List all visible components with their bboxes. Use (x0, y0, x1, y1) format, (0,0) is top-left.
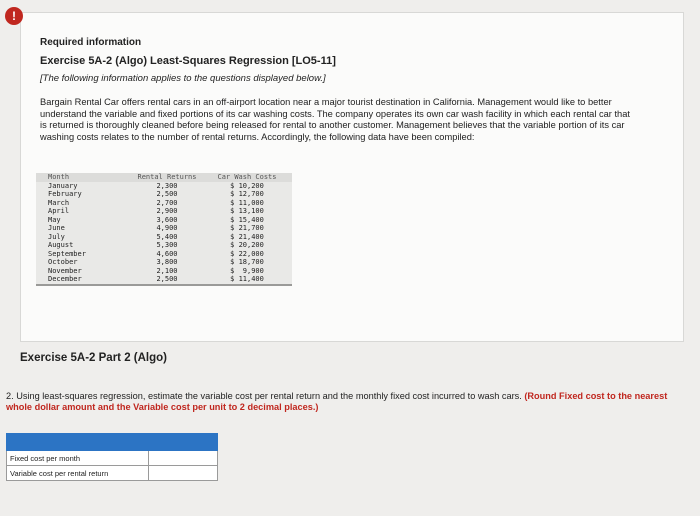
problem-description: Bargain Rental Car offers rental cars in an off-airport location near a major tourist destination in California. Management would like to better understand the variable and fixed portions of its car washing costs. The company operates its own car wash facility in which each rental car that is returned is thoroughly cleaned before being released for rental to another customer. Management believes that the variable portion of its car washing costs relates to the number of rental returns. Accordingly, the following data have been compiled: (40, 97, 630, 142)
month-cell: November (48, 266, 82, 275)
data-table-row (36, 216, 292, 225)
variable-cost-input[interactable] (149, 466, 218, 481)
month-cell: February (48, 190, 82, 198)
fixed-cost-label: Fixed cost per month (7, 451, 149, 466)
question-text: 2. Using least-squares regression, estimate the variable cost per rental return and the monthly fixed cost incurred to wash cars. (6, 391, 522, 401)
car-wash-costs-cell: $ 9,900 (230, 266, 264, 275)
car-wash-costs-cell: $ 22,000 (230, 249, 264, 258)
month-cell: April (48, 207, 70, 215)
exercise-title: Exercise 5A-2 (Algo) Least-Squares Regression [LO5-11] (40, 55, 336, 67)
rental-returns-cell: 3,600 (156, 215, 178, 224)
month-cell: August (48, 241, 74, 249)
data-table-row (36, 182, 292, 191)
info-note: [The following information applies to the questions displayed below.] (40, 73, 326, 84)
month-cell: September (48, 249, 86, 258)
rental-returns-cell: 2,100 (156, 266, 178, 275)
month-cell: May (48, 215, 61, 224)
answer-row-variable-cost (7, 466, 218, 481)
data-table-row (36, 233, 292, 242)
car-wash-costs-cell: $ 15,400 (230, 215, 264, 224)
rental-returns-cell: 2,500 (156, 190, 178, 198)
answer-header-cell (149, 434, 218, 451)
car-wash-costs-cell: $ 13,100 (230, 207, 264, 215)
part-title: Exercise 5A-2 Part 2 (Algo) (20, 352, 168, 364)
data-table (36, 173, 292, 286)
data-table-row (36, 224, 292, 233)
month-cell: December (48, 275, 82, 283)
header-rental-returns: Rental Returns (137, 173, 197, 181)
rental-returns-cell: 3,800 (156, 258, 178, 266)
car-wash-costs-cell: $ 21,400 (230, 232, 264, 241)
variable-cost-label: Variable cost per rental return (7, 466, 149, 481)
rental-returns-cell: 2,300 (156, 181, 178, 190)
required-info-heading: Required information (40, 37, 142, 48)
data-table-row (36, 267, 292, 276)
car-wash-costs-cell: $ 11,400 (230, 275, 264, 283)
question (6, 391, 688, 413)
month-cell: January (48, 181, 78, 190)
rental-returns-cell: 4,600 (156, 249, 178, 258)
car-wash-costs-cell: $ 12,700 (230, 190, 264, 198)
header-month: Month (48, 173, 70, 181)
data-table-row (36, 250, 292, 259)
data-table-row (36, 190, 292, 199)
rental-returns-cell: 5,300 (156, 241, 178, 249)
data-table-header (36, 173, 292, 182)
car-wash-costs-cell: $ 18,700 (230, 258, 264, 266)
data-table-row (36, 207, 292, 216)
alert-icon: ! (5, 7, 23, 25)
car-wash-costs-cell: $ 11,000 (230, 198, 264, 207)
data-table-row (36, 275, 292, 284)
car-wash-costs-cell: $ 10,200 (230, 181, 264, 190)
month-cell: June (48, 224, 65, 232)
fixed-cost-input[interactable] (149, 451, 218, 466)
rental-returns-cell: 5,400 (156, 232, 178, 241)
header-car-wash-costs: Car Wash Costs (217, 173, 277, 181)
data-table-row (36, 258, 292, 267)
data-table-row (36, 241, 292, 250)
month-cell: October (48, 258, 78, 266)
answer-table (6, 433, 218, 481)
rental-returns-cell: 2,500 (156, 275, 178, 283)
rental-returns-cell: 2,700 (156, 198, 178, 207)
rental-returns-cell: 4,900 (156, 224, 178, 232)
month-cell: March (48, 198, 70, 207)
answer-row-fixed-cost (7, 451, 218, 466)
rounding-instruction: (Round Fixed cost to the nearest whole dollar amount and the Variable cost per unit to 2 decimal places.) (6, 391, 668, 412)
month-cell: July (48, 232, 65, 241)
answer-header-cell (7, 434, 149, 451)
data-table-row (36, 199, 292, 208)
answer-table-header (7, 434, 218, 451)
car-wash-costs-cell: $ 21,700 (230, 224, 264, 232)
rental-returns-cell: 2,900 (156, 207, 178, 215)
car-wash-costs-cell: $ 20,200 (230, 241, 264, 249)
